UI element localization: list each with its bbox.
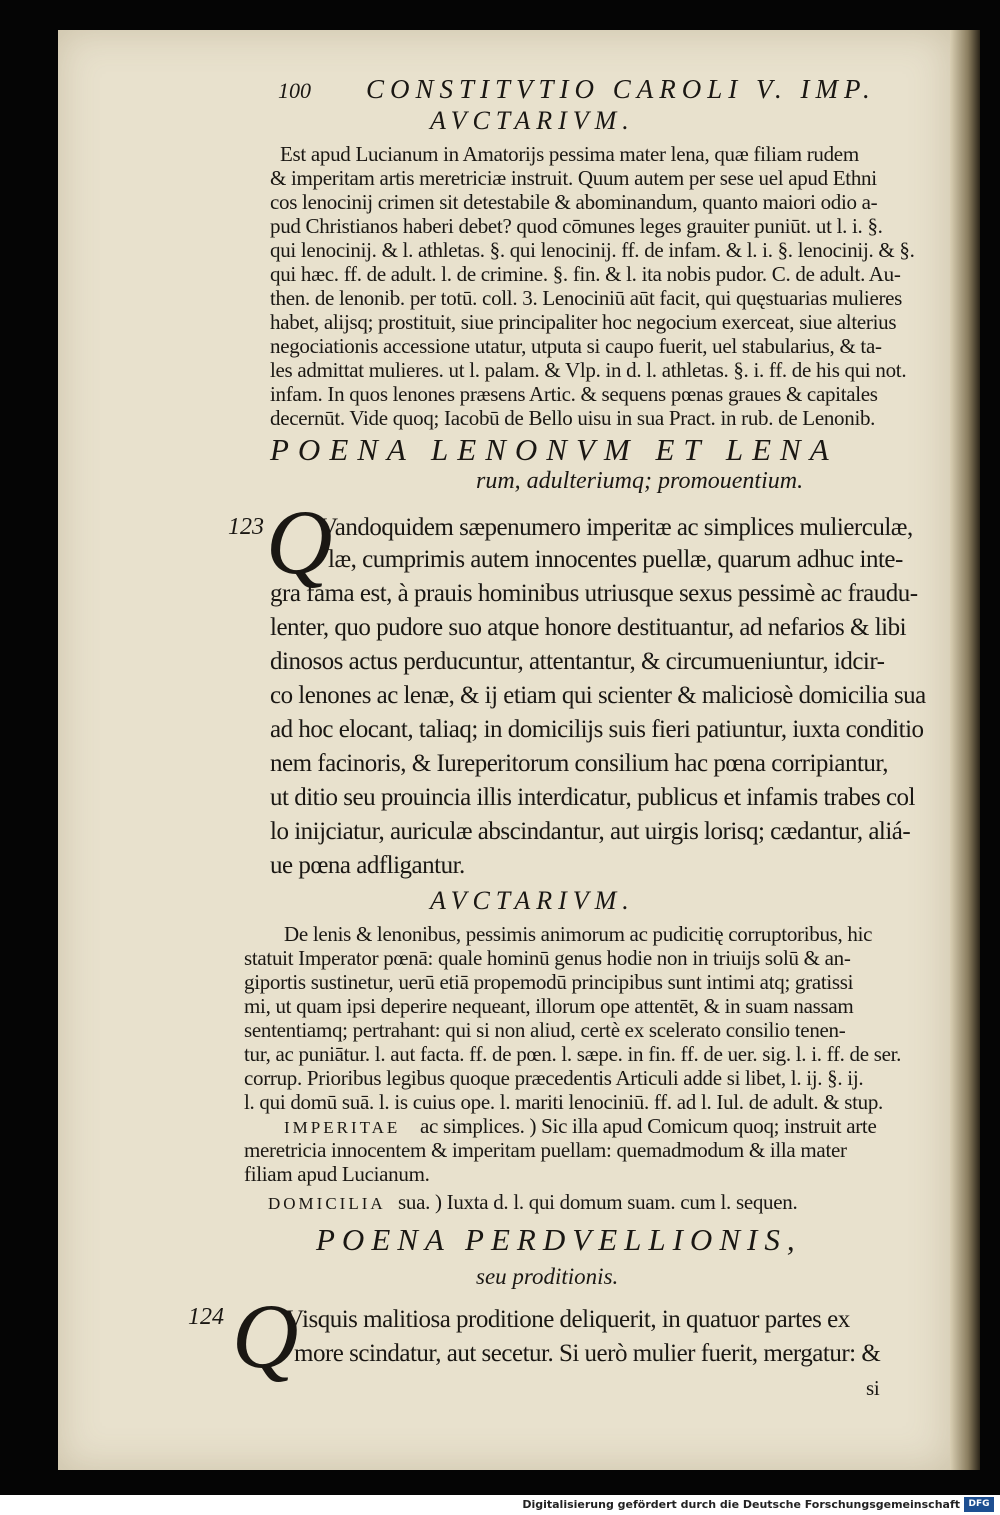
text-line: cos lenocinij crimen sit detestabile & abominandum, quanto maiori odio a-: [270, 190, 878, 214]
heading-poena-lenonum: POENA LENONVM ET LENA: [270, 432, 838, 467]
text-line: ut ditio seu prouincia illis interdicatur, publicus et infamis trabes col: [270, 784, 915, 811]
catchword: si: [866, 1376, 880, 1400]
text-line: lo inijciatur, auriculæ abscindantur, aut uirgis lorisq; cædantur, aliá-: [270, 818, 911, 845]
article-number: 124: [188, 1304, 224, 1330]
article-number: 123: [228, 514, 264, 540]
text-line: corrup. Prioribus legibus quoque præcedentis Articuli adde si libet, l. ij. §. ij.: [244, 1066, 864, 1090]
text-line: gra fama est, à prauis hominibus utriusque sexus pessimè ac fraudu-: [270, 580, 918, 607]
heading-poena-perduellionis: POENA PERDVELLIONIS,: [316, 1222, 802, 1257]
text-line: De lenis & lenonibus, pessimis animorum ac pudicitię corruptoribus, hic: [284, 922, 873, 946]
text-line: filiam apud Lucianum.: [244, 1162, 430, 1186]
running-title: CONSTITVTIO CAROLI V. IMP.: [366, 74, 876, 104]
text-line: Visquis malitiosa proditione deliquerit, in quatuor partes ex: [286, 1306, 850, 1333]
text-line: sua. ) Iuxta d. l. qui domum suam. cum l. sequen.: [398, 1190, 798, 1214]
text-line: negociationis accessione utatur, utputa si caupo fuerit, uel stabularius, & ta-: [270, 334, 882, 358]
text-line: statuit Imperator pœnā: quale hominū genus hodie non in triuijs solū & an-: [244, 946, 851, 970]
folio-number: 100: [278, 78, 311, 103]
footer-bar: [0, 1495, 1000, 1515]
text-line: nem facinoris, & Iureperitorum consilium hac pœna corripiantur,: [270, 750, 888, 777]
text-line: pud Christianos haberi debet? quod cōmunes leges grauiter puniūt. ut l. i. §.: [270, 214, 883, 238]
text-line: ue pœna adfligantur.: [270, 852, 465, 879]
text-line: decernūt. Vide quoq; Iacobū de Bello uisu in sua Pract. in rub. de Lenonib.: [270, 406, 876, 430]
text-line: Vandoquidem sæpenumero imperitæ ac simplices mulierculæ,: [320, 514, 913, 541]
gloss-lemma: IMPERITAE: [284, 1118, 401, 1137]
text-line: sententiamq; pertrahant: qui si non aliud, certè ex scelerato consilio tenen-: [244, 1018, 846, 1042]
heading-poena-lenonum-sub: rum, adulteriumq; promouentium.: [476, 468, 804, 494]
section-title: AVCTARIVM.: [430, 886, 635, 915]
heading-poena-perduellionis-sub: seu proditionis.: [476, 1264, 619, 1289]
book-page: [58, 30, 950, 1470]
drop-cap: Q: [266, 491, 333, 593]
text-line: then. de lenonib. per totū. coll. 3. Lenociniū aūt facit, qui quęstuarias mulieres: [270, 286, 903, 310]
section-title: AVCTARIVM.: [430, 106, 635, 135]
text-line: les admittat mulieres. ut l. palam. & Vlp. in d. l. athletas. §. i. ff. de his qui not.: [270, 358, 907, 382]
text-line: infam. In quos lenones præsens Artic. & sequens pœnas graues & capitales: [270, 382, 878, 406]
text-line: mi, ut quam ipsi deperire nequeant, illorum ope attentēt, & in suam nassam: [244, 994, 854, 1018]
page-spine: [950, 30, 980, 1470]
text-line: tur, ac puniātur. l. aut facta. ff. de pœn. l. sæpe. in fin. ff. de uer. sig. l. i. ff. de ser.: [244, 1042, 902, 1066]
text-line: ad hoc elocant, taliaq; in domicilijs suis fieri patiuntur, iuxta conditio: [270, 716, 924, 743]
text-line: qui hæc. ff. de adult. l. de crimine. §. fin. & l. ita nobis pudor. C. de adult. Au-: [270, 262, 901, 286]
funding-notice: Digitalisierung gefördert durch die Deutsche Forschungsgemeinschaft: [522, 1498, 960, 1511]
text-line: qui lenocinij. & l. athletas. §. qui lenocinij. ff. de infam. & l. i. §. lenocinij. & §.: [270, 238, 915, 262]
text-line: Est apud Lucianum in Amatorijs pessima mater lena, quæ filiam rudem: [280, 142, 859, 166]
text-line: læ, cumprimis autem innocentes puellæ, quarum adhuc inte-: [328, 546, 903, 573]
dfg-logo[interactable]: DFG: [964, 1497, 994, 1512]
text-line: & imperitam artis meretriciæ instruit. Quum autem per sese uel apud Ethni: [270, 166, 877, 190]
text-line: more scindatur, aut secetur. Si uerò mulier fuerit, mergatur: &: [294, 1340, 881, 1367]
text-line: habet, alijsq; prostituit, siue principaliter hoc negocium exerceat, siue alterius: [270, 310, 897, 334]
text-line: dinosos actus perducuntur, attentantur, & circumueniuntur, idcir-: [270, 648, 885, 675]
drop-cap: Q: [232, 1285, 299, 1387]
gloss-lemma: DOMICILIA: [268, 1194, 386, 1213]
text-line: meretricia innocentem & imperitam puellam: quemadmodum & illa mater: [244, 1138, 847, 1162]
text-line: lenter, quo pudore suo atque honore destituantur, ad nefarios & libi: [270, 614, 907, 641]
text-line: giportis sustinetur, uerū etiā propemodū principibus sunt intimi atq; gratissi: [244, 970, 854, 994]
text-line: co lenones ac lenæ, & ij etiam qui scienter & maliciosè domicilia sua: [270, 682, 926, 709]
text-line: l. qui domū suā. l. is cuius ope. l. mariti lenociniū. ff. ad l. Iul. de adult. & stup.: [244, 1090, 884, 1114]
text-line: ac simplices. ) Sic illa apud Comicum quoq; instruit arte: [420, 1114, 877, 1138]
